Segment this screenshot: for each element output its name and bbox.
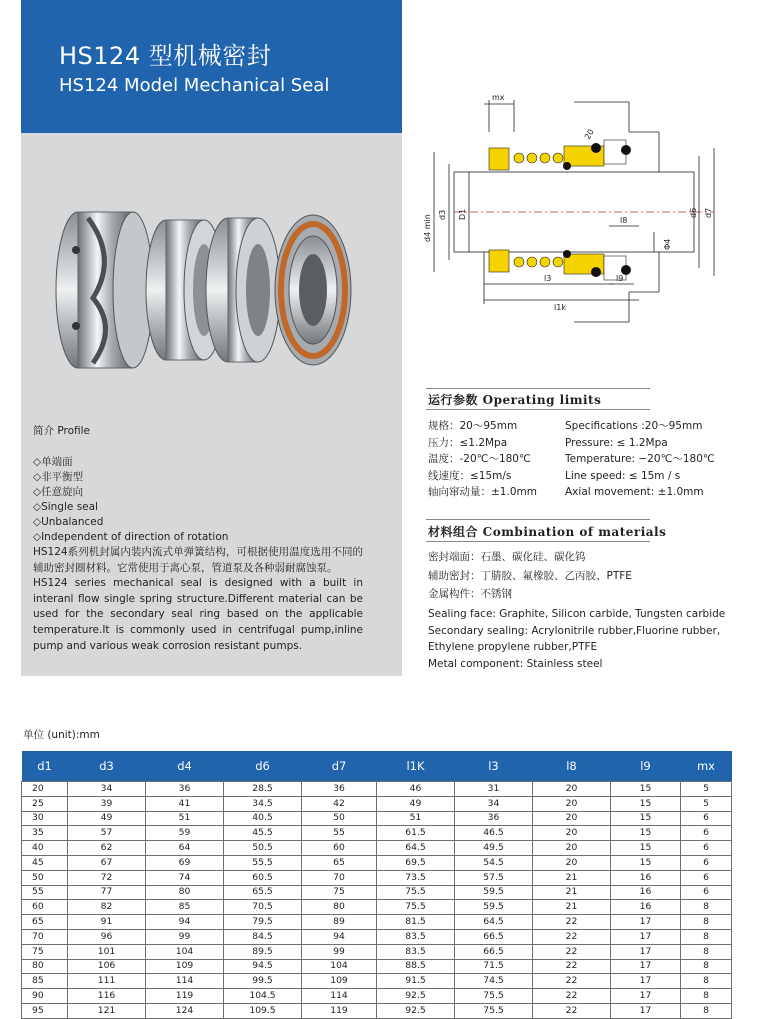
spring-holder bbox=[56, 212, 153, 368]
table-cell: 46 bbox=[377, 782, 455, 797]
table-header-row bbox=[22, 751, 732, 782]
table-cell: 8 bbox=[681, 974, 732, 989]
table-row bbox=[22, 855, 732, 870]
table-cell: 83.5 bbox=[377, 929, 455, 944]
table-cell: 25 bbox=[22, 796, 68, 811]
table-cell: 20 bbox=[22, 782, 68, 797]
table-row bbox=[22, 989, 732, 1004]
table-row bbox=[22, 929, 732, 944]
table-cell: 65 bbox=[302, 855, 377, 870]
table-cell: 22 bbox=[533, 944, 611, 959]
unit-label: 单位 (unit):mm bbox=[23, 729, 100, 741]
table-cell: 6 bbox=[681, 855, 732, 870]
table-cell: 94 bbox=[146, 915, 224, 930]
table-cell: 114 bbox=[302, 989, 377, 1004]
label-l8: l8 bbox=[620, 216, 628, 225]
profile-heading: 简介 Profile bbox=[33, 425, 90, 437]
divider bbox=[426, 541, 650, 542]
material-line: Secondary sealing: Acrylonitrile rubber,Fluorine rubber, bbox=[428, 624, 721, 637]
table-cell: 55 bbox=[22, 885, 68, 900]
column-header-l1k: l1K bbox=[377, 751, 455, 782]
table-cell: 109 bbox=[302, 974, 377, 989]
profile-item: ◇任意旋向 bbox=[33, 486, 84, 498]
table-cell: 22 bbox=[533, 929, 611, 944]
table-row bbox=[22, 870, 732, 885]
table-cell: 66.5 bbox=[455, 929, 533, 944]
table-row bbox=[22, 915, 732, 930]
stationary-seat bbox=[206, 218, 280, 362]
table-cell: 35 bbox=[22, 826, 68, 841]
table-cell: 5 bbox=[681, 782, 732, 797]
table-cell: 72 bbox=[68, 870, 146, 885]
table-cell: 55.5 bbox=[224, 855, 302, 870]
table-cell: 8 bbox=[681, 1003, 732, 1018]
table-cell: 69 bbox=[146, 855, 224, 870]
material-line: Metal component: Stainless steel bbox=[428, 657, 603, 670]
limit-en: Axial movement: ±1.0mm bbox=[565, 486, 704, 499]
table-cell: 75 bbox=[302, 885, 377, 900]
table-cell: 50 bbox=[302, 811, 377, 826]
table-cell: 71.5 bbox=[455, 959, 533, 974]
description-cn: HS124系列机封属内装内流式单弹簧结构，可根据使用温度选用不同的辅助密封圈材料。它常使用于离心泵，管道泵及各种弱耐腐蚀泵。 bbox=[33, 546, 363, 574]
limit-cn: 线速度：≤15m/s bbox=[428, 469, 512, 482]
table-cell: 124 bbox=[146, 1003, 224, 1018]
table-cell: 55 bbox=[302, 826, 377, 841]
column-header-d1: d1 bbox=[22, 751, 68, 782]
table-cell: 64.5 bbox=[377, 841, 455, 856]
table-cell: 119 bbox=[146, 989, 224, 1004]
table-cell: 39 bbox=[68, 796, 146, 811]
table-cell: 6 bbox=[681, 826, 732, 841]
table-cell: 82 bbox=[68, 900, 146, 915]
table-cell: 91.5 bbox=[377, 974, 455, 989]
limit-cn: 规格：20～95mm bbox=[428, 420, 518, 432]
table-cell: 79.5 bbox=[224, 915, 302, 930]
table-cell: 20 bbox=[533, 855, 611, 870]
upper-seal-section bbox=[489, 140, 631, 170]
table-cell: 15 bbox=[611, 811, 681, 826]
table-cell: 111 bbox=[68, 974, 146, 989]
profile-item: ◇Single seal bbox=[33, 501, 98, 513]
table-cell: 104.5 bbox=[224, 989, 302, 1004]
table-cell: 17 bbox=[611, 915, 681, 930]
limit-en: Specifications :20～95mm bbox=[565, 420, 703, 432]
table-cell: 65 bbox=[22, 915, 68, 930]
table-cell: 67 bbox=[68, 855, 146, 870]
material-line: 金属构件：不锈钢 bbox=[428, 588, 512, 600]
table-row bbox=[22, 796, 732, 811]
table-cell: 59.5 bbox=[455, 900, 533, 915]
table-cell: 21 bbox=[533, 870, 611, 885]
table-cell: 42 bbox=[302, 796, 377, 811]
table-cell: 8 bbox=[681, 989, 732, 1004]
table-cell: 49 bbox=[68, 811, 146, 826]
column-header-d7: d7 bbox=[302, 751, 377, 782]
table-cell: 96 bbox=[68, 929, 146, 944]
table-cell: 40 bbox=[22, 841, 68, 856]
table-cell: 20 bbox=[533, 841, 611, 856]
table-cell: 57.5 bbox=[455, 870, 533, 885]
table-cell: 17 bbox=[611, 929, 681, 944]
table-cell: 15 bbox=[611, 855, 681, 870]
table-row bbox=[22, 959, 732, 974]
divider bbox=[426, 409, 650, 410]
limit-row bbox=[428, 468, 715, 485]
label-d3: d3 bbox=[438, 209, 447, 220]
table-cell: 81.5 bbox=[377, 915, 455, 930]
table-row bbox=[22, 782, 732, 797]
table-row bbox=[22, 1003, 732, 1018]
table-cell: 99 bbox=[146, 929, 224, 944]
table-cell: 73.5 bbox=[377, 870, 455, 885]
table-cell: 85 bbox=[22, 974, 68, 989]
table-cell: 90 bbox=[22, 989, 68, 1004]
label-d4min: d4 min bbox=[423, 214, 432, 242]
table-cell: 57 bbox=[68, 826, 146, 841]
table-cell: 92.5 bbox=[377, 1003, 455, 1018]
table-cell: 85 bbox=[146, 900, 224, 915]
table-cell: 51 bbox=[146, 811, 224, 826]
table-cell: 74 bbox=[146, 870, 224, 885]
table-cell: 51 bbox=[377, 811, 455, 826]
table-cell: 21 bbox=[533, 885, 611, 900]
table-cell: 8 bbox=[681, 959, 732, 974]
table-cell: 17 bbox=[611, 974, 681, 989]
table-cell: 34 bbox=[68, 782, 146, 797]
column-header-d6: d6 bbox=[224, 751, 302, 782]
table-row bbox=[22, 885, 732, 900]
limit-row bbox=[428, 484, 715, 501]
limit-en: Temperature: −20℃～180℃ bbox=[565, 453, 715, 466]
dimension-table-wrap bbox=[21, 751, 731, 1019]
table-cell: 45.5 bbox=[224, 826, 302, 841]
table-cell: 64.5 bbox=[455, 915, 533, 930]
table-cell: 20 bbox=[533, 826, 611, 841]
table-cell: 89.5 bbox=[224, 944, 302, 959]
table-cell: 16 bbox=[611, 900, 681, 915]
table-cell: 34 bbox=[455, 796, 533, 811]
table-cell: 61.5 bbox=[377, 826, 455, 841]
table-cell: 89 bbox=[302, 915, 377, 930]
table-cell: 45 bbox=[22, 855, 68, 870]
column-header-d4: d4 bbox=[146, 751, 224, 782]
table-cell: 101 bbox=[68, 944, 146, 959]
table-cell: 15 bbox=[611, 826, 681, 841]
table-cell: 28.5 bbox=[224, 782, 302, 797]
table-cell: 59 bbox=[146, 826, 224, 841]
profile-item: ◇Independent of direction of rotation bbox=[33, 531, 229, 543]
table-cell: 116 bbox=[68, 989, 146, 1004]
label-l3: l3 bbox=[544, 274, 552, 283]
table-cell: 99 bbox=[302, 944, 377, 959]
table-cell: 8 bbox=[681, 929, 732, 944]
table-cell: 65.5 bbox=[224, 885, 302, 900]
label-phi4: Φ4 bbox=[663, 238, 672, 250]
divider bbox=[426, 388, 650, 389]
table-cell: 104 bbox=[302, 959, 377, 974]
table-cell: 6 bbox=[681, 870, 732, 885]
table-cell: 94.5 bbox=[224, 959, 302, 974]
divider bbox=[426, 519, 650, 520]
table-row bbox=[22, 841, 732, 856]
lower-seal-section bbox=[489, 250, 631, 280]
description-en: HS124 series mechanical seal is designed with a built in interanl flow single spring structure.Different material can be used for the secondary seal ring based on the applicable temperature.It is commonly used in centrifugal pump,inline pump and various weak corrosion resistant pumps. bbox=[33, 577, 363, 652]
table-cell: 80 bbox=[22, 959, 68, 974]
table-cell: 54.5 bbox=[455, 855, 533, 870]
table-cell: 17 bbox=[611, 944, 681, 959]
table-cell: 83.5 bbox=[377, 944, 455, 959]
material-line: Ethylene propylene rubber,PTFE bbox=[428, 641, 598, 653]
limit-cn: 轴向窜动量：±1.0mm bbox=[428, 486, 537, 499]
table-cell: 77 bbox=[68, 885, 146, 900]
label-20: 20 bbox=[582, 127, 596, 141]
table-cell: 22 bbox=[533, 1003, 611, 1018]
table-cell: 17 bbox=[611, 959, 681, 974]
table-row bbox=[22, 974, 732, 989]
table-cell: 75.5 bbox=[455, 1003, 533, 1018]
table-cell: 59.5 bbox=[455, 885, 533, 900]
table-cell: 36 bbox=[146, 782, 224, 797]
column-header-l3: l3 bbox=[455, 751, 533, 782]
table-cell: 70.5 bbox=[224, 900, 302, 915]
material-line: 密封端面：石墨、碳化硅、碳化钨 bbox=[428, 551, 586, 563]
table-cell: 8 bbox=[681, 944, 732, 959]
o-ring-seat bbox=[275, 215, 351, 365]
table-cell: 16 bbox=[611, 885, 681, 900]
table-cell: 50 bbox=[22, 870, 68, 885]
table-cell: 20 bbox=[533, 811, 611, 826]
table-cell: 75 bbox=[22, 944, 68, 959]
operating-limits bbox=[428, 418, 715, 501]
table-cell: 119 bbox=[302, 1003, 377, 1018]
table-cell: 109 bbox=[146, 959, 224, 974]
table-cell: 16 bbox=[611, 870, 681, 885]
table-cell: 75.5 bbox=[377, 885, 455, 900]
table-cell: 49 bbox=[377, 796, 455, 811]
table-cell: 15 bbox=[611, 796, 681, 811]
column-header-d3: d3 bbox=[68, 751, 146, 782]
table-cell: 66.5 bbox=[455, 944, 533, 959]
description bbox=[33, 545, 363, 654]
label-d6: d6 bbox=[689, 207, 698, 218]
table-cell: 84.5 bbox=[224, 929, 302, 944]
table-cell: 94 bbox=[302, 929, 377, 944]
table-cell: 30 bbox=[22, 811, 68, 826]
limit-row bbox=[428, 435, 715, 452]
table-cell: 91 bbox=[68, 915, 146, 930]
profile-item: ◇非平衡型 bbox=[33, 471, 84, 483]
limit-en: Pressure: ≤ 1.2Mpa bbox=[565, 436, 668, 449]
table-cell: 75.5 bbox=[377, 900, 455, 915]
table-row bbox=[22, 826, 732, 841]
operating-title: 运行参数 Operating limits bbox=[428, 393, 602, 407]
profile-section bbox=[33, 424, 363, 545]
table-cell: 75.5 bbox=[455, 989, 533, 1004]
table-cell: 88.5 bbox=[377, 959, 455, 974]
table-row bbox=[22, 944, 732, 959]
table-cell: 22 bbox=[533, 974, 611, 989]
table-cell: 17 bbox=[611, 1003, 681, 1018]
table-cell: 34.5 bbox=[224, 796, 302, 811]
materials-en bbox=[428, 606, 725, 672]
table-cell: 50.5 bbox=[224, 841, 302, 856]
label-l1k: l1k bbox=[554, 303, 566, 312]
table-cell: 20 bbox=[533, 782, 611, 797]
table-cell: 69.5 bbox=[377, 855, 455, 870]
column-header-l9: l9 bbox=[611, 751, 681, 782]
label-D1: D1 bbox=[458, 208, 467, 220]
dimension-table bbox=[21, 751, 732, 1019]
table-row bbox=[22, 811, 732, 826]
table-cell: 15 bbox=[611, 782, 681, 797]
table-cell: 5 bbox=[681, 796, 732, 811]
page-title-cn: HS124 型机械密封 bbox=[59, 42, 272, 70]
material-line: Sealing face: Graphite, Silicon carbide, Tungsten carbide bbox=[428, 608, 726, 620]
cross-section-drawing bbox=[414, 92, 736, 362]
table-cell: 95 bbox=[22, 1003, 68, 1018]
table-cell: 64 bbox=[146, 841, 224, 856]
limit-row bbox=[428, 451, 715, 468]
table-cell: 31 bbox=[455, 782, 533, 797]
table-cell: 21 bbox=[533, 900, 611, 915]
table-cell: 60 bbox=[22, 900, 68, 915]
table-row bbox=[22, 900, 732, 915]
table-cell: 8 bbox=[681, 915, 732, 930]
column-header-mx: mx bbox=[681, 751, 732, 782]
table-cell: 74.5 bbox=[455, 974, 533, 989]
table-cell: 80 bbox=[146, 885, 224, 900]
table-cell: 46.5 bbox=[455, 826, 533, 841]
table-cell: 20 bbox=[533, 796, 611, 811]
table-cell: 62 bbox=[68, 841, 146, 856]
table-cell: 60 bbox=[302, 841, 377, 856]
table-cell: 114 bbox=[146, 974, 224, 989]
table-cell: 15 bbox=[611, 841, 681, 856]
header-banner bbox=[21, 0, 402, 133]
limit-en: Line speed: ≤ 15m / s bbox=[565, 469, 681, 482]
table-cell: 36 bbox=[302, 782, 377, 797]
table-cell: 36 bbox=[455, 811, 533, 826]
table-cell: 80 bbox=[302, 900, 377, 915]
table-cell: 106 bbox=[68, 959, 146, 974]
table-cell: 49.5 bbox=[455, 841, 533, 856]
table-cell: 6 bbox=[681, 885, 732, 900]
materials-cn bbox=[428, 548, 632, 604]
table-cell: 60.5 bbox=[224, 870, 302, 885]
table-cell: 22 bbox=[533, 989, 611, 1004]
table-cell: 22 bbox=[533, 959, 611, 974]
table-cell: 70 bbox=[22, 929, 68, 944]
table-cell: 104 bbox=[146, 944, 224, 959]
label-d7: d7 bbox=[704, 207, 713, 218]
table-cell: 6 bbox=[681, 811, 732, 826]
material-line: 辅助密封：丁腈胶、氟橡胶、乙丙胶、PTFE bbox=[428, 569, 632, 582]
profile-item: ◇单端面 bbox=[33, 456, 73, 468]
table-cell: 40.5 bbox=[224, 811, 302, 826]
limit-cn: 压力：≤1.2Mpa bbox=[428, 436, 508, 449]
materials-title: 材料组合 Combination of materials bbox=[428, 525, 667, 539]
seal-product-photo bbox=[48, 198, 378, 383]
table-body bbox=[22, 782, 732, 1019]
table-cell: 70 bbox=[302, 870, 377, 885]
table-cell: 109.5 bbox=[224, 1003, 302, 1018]
table-cell: 17 bbox=[611, 989, 681, 1004]
column-header-l8: l8 bbox=[533, 751, 611, 782]
table-cell: 99.5 bbox=[224, 974, 302, 989]
table-cell: 121 bbox=[68, 1003, 146, 1018]
profile-item: ◇Unbalanced bbox=[33, 516, 104, 528]
table-cell: 22 bbox=[533, 915, 611, 930]
table-cell: 41 bbox=[146, 796, 224, 811]
label-l9: l9 bbox=[616, 274, 624, 283]
limit-cn: 温度：-20℃～180℃ bbox=[428, 453, 531, 466]
table-cell: 6 bbox=[681, 841, 732, 856]
label-mx: mx bbox=[492, 93, 505, 102]
table-cell: 8 bbox=[681, 900, 732, 915]
table-cell: 92.5 bbox=[377, 989, 455, 1004]
limit-row bbox=[428, 418, 715, 435]
page-title-en: HS124 Model Mechanical Seal bbox=[59, 75, 330, 96]
